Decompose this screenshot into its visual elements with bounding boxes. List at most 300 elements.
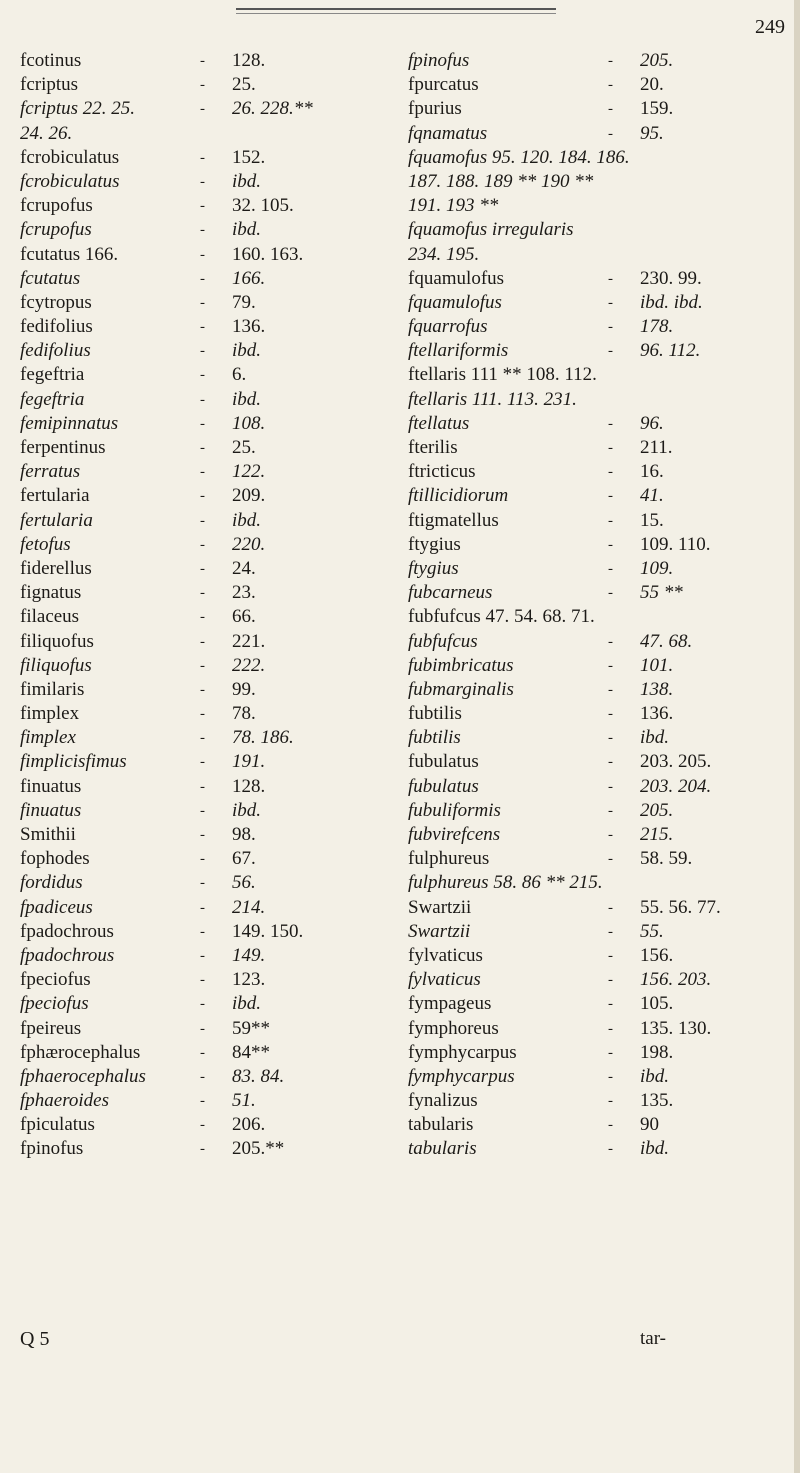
index-entry xyxy=(20,799,380,823)
index-term: fphærocephalus xyxy=(20,1041,141,1063)
index-entry xyxy=(408,509,780,533)
index-entry xyxy=(408,460,780,484)
page-reference: ibd. xyxy=(232,340,262,362)
page-reference: 55 ** xyxy=(640,582,683,604)
page-reference: 211. xyxy=(640,437,673,458)
index-term: ferpentinus xyxy=(20,437,106,458)
index-term: fcrobiculatus xyxy=(20,146,120,168)
index-entry xyxy=(20,533,380,557)
index-entry xyxy=(20,460,380,484)
index-term: fqnamatus xyxy=(408,122,488,144)
index-entry xyxy=(20,581,380,605)
index-entry xyxy=(20,509,380,533)
index-term: fubuliformis xyxy=(408,799,501,821)
index-term: fpadiceus xyxy=(20,896,93,918)
index-term: fcrupofus xyxy=(20,195,93,217)
index-entry xyxy=(408,1041,780,1065)
leader-dash: - xyxy=(200,923,205,940)
leader-dash: - xyxy=(200,706,205,723)
index-term: fquarrofus xyxy=(408,316,488,338)
index-entry xyxy=(20,654,380,678)
leader-dash: - xyxy=(608,657,613,674)
leader-dash: - xyxy=(200,802,205,819)
page-number: 249 xyxy=(755,16,785,38)
page-reference: 230. 99. xyxy=(640,267,702,289)
index-entry xyxy=(408,315,780,339)
page-reference: 96. 112. xyxy=(640,340,701,362)
index-entry xyxy=(408,968,780,992)
leader-dash: - xyxy=(608,125,613,142)
index-entry xyxy=(408,702,780,726)
index-entry xyxy=(408,122,780,146)
index-term: fcytropus xyxy=(20,291,92,313)
index-term: fylvaticus xyxy=(408,969,481,991)
leader-dash: - xyxy=(200,53,205,69)
index-term: fophodes xyxy=(20,848,90,870)
index-entry xyxy=(20,702,380,726)
page-reference: 152. xyxy=(232,146,266,168)
index-entry xyxy=(408,557,780,581)
leader-dash: - xyxy=(608,1117,613,1134)
leader-dash: - xyxy=(608,706,613,723)
index-entry xyxy=(408,1113,780,1137)
leader-dash: - xyxy=(608,294,613,311)
page-reference: 101. xyxy=(640,654,674,676)
index-entry xyxy=(20,339,380,363)
index-term: ftellariformis xyxy=(408,340,509,362)
index-entry xyxy=(408,291,780,315)
index-term: 24. 26. xyxy=(20,122,73,144)
index-term: fimilaris xyxy=(20,678,85,700)
index-term: fquamulofus xyxy=(408,291,502,313)
index-entry xyxy=(408,605,780,629)
page-reference: 6. xyxy=(232,364,247,386)
index-entry xyxy=(408,750,780,774)
index-entry xyxy=(20,1065,380,1089)
index-entry xyxy=(408,73,780,97)
page-reference: 51. xyxy=(232,1090,256,1112)
leader-dash: - xyxy=(200,657,205,674)
index-term: fymphycarpus xyxy=(408,1065,515,1087)
index-entry xyxy=(20,1017,380,1041)
index-entry xyxy=(408,630,780,654)
index-entry xyxy=(408,944,780,968)
leader-dash: - xyxy=(200,827,205,843)
index-entry xyxy=(408,267,780,291)
page-reference: 159. xyxy=(640,98,674,120)
index-term: fimplex xyxy=(20,727,76,749)
index-term: fphaeroides xyxy=(20,1090,110,1112)
index-entry xyxy=(20,896,380,920)
index-term: Smithii xyxy=(20,824,76,845)
leader-dash: - xyxy=(200,585,205,602)
page-reference: 24. xyxy=(232,557,256,579)
index-term: 191. 193 ** xyxy=(408,195,499,217)
index-entry xyxy=(20,49,380,73)
page-reference: 95. xyxy=(640,122,664,144)
leader-dash: - xyxy=(200,1093,205,1110)
index-term: fubvirefcens xyxy=(408,824,501,845)
page-reference: 20. xyxy=(640,74,664,96)
leader-dash: - xyxy=(200,294,205,311)
index-term: filiquofus xyxy=(20,630,94,652)
page-reference: 59** xyxy=(232,1017,270,1039)
index-entry xyxy=(408,49,780,73)
page-reference: 41. xyxy=(640,485,664,507)
page-reference: 221. xyxy=(232,630,266,652)
page-reference: 32. 105. xyxy=(232,195,294,217)
index-term: fpeireus xyxy=(20,1017,82,1039)
page-reference: 25. xyxy=(232,437,256,458)
index-entry xyxy=(20,315,380,339)
index-entry xyxy=(20,775,380,799)
leader-dash: - xyxy=(608,488,613,505)
index-entry xyxy=(408,484,780,508)
page-reference: 138. xyxy=(640,678,674,700)
page-reference: 205.** xyxy=(232,1138,285,1160)
index-entry xyxy=(20,243,380,267)
index-entry xyxy=(20,146,380,170)
index-entry xyxy=(20,992,380,1016)
index-entry xyxy=(20,267,380,291)
index-entry xyxy=(20,678,380,702)
page-reference: ibd. xyxy=(232,219,262,241)
index-column-left xyxy=(20,49,380,1162)
index-term: fpurcatus xyxy=(408,74,479,96)
leader-dash: - xyxy=(200,464,205,481)
page-reference: 67. xyxy=(232,848,256,870)
page-reference: ibd. xyxy=(232,170,262,192)
index-entry xyxy=(408,363,780,387)
index-entry xyxy=(408,726,780,750)
page-reference: 160. 163. xyxy=(232,243,304,265)
page-reference: ibd. xyxy=(640,1065,670,1087)
index-term: fegeftria xyxy=(20,388,85,410)
index-entry xyxy=(408,1017,780,1041)
page-reference: 79. xyxy=(232,291,256,313)
page-reference: 16. xyxy=(640,461,664,483)
page-reference: 156. xyxy=(640,944,674,966)
leader-dash: - xyxy=(200,1117,205,1134)
index-entry xyxy=(408,847,780,871)
page-reference: 215. xyxy=(640,824,674,845)
index-term: ftigmatellus xyxy=(408,509,499,531)
index-entry xyxy=(20,484,380,508)
page-reference: ibd. xyxy=(232,388,262,410)
leader-dash: - xyxy=(200,633,205,650)
index-term: fcriptus 22. 25. xyxy=(20,98,136,120)
leader-dash: - xyxy=(200,947,205,964)
index-term: fertularia xyxy=(20,485,90,507)
leader-dash: - xyxy=(200,77,205,94)
page-reference: 149. 150. xyxy=(232,920,304,942)
page-reference: 58. 59. xyxy=(640,848,693,870)
leader-dash: - xyxy=(200,681,205,698)
index-term: fcriptus xyxy=(20,74,79,96)
page-reference: 66. xyxy=(232,606,256,628)
index-term: fympageus xyxy=(408,993,492,1015)
index-term: finuatus xyxy=(20,799,82,821)
index-entry xyxy=(20,291,380,315)
index-entry xyxy=(20,412,380,436)
leader-dash: - xyxy=(200,440,205,456)
index-entry xyxy=(408,581,780,605)
index-term: ftellaris 111. 113. 231. xyxy=(408,388,577,410)
leader-dash: - xyxy=(200,609,205,626)
index-term: Swartzii xyxy=(408,920,471,942)
leader-dash: - xyxy=(608,270,613,287)
index-term: fubimbricatus xyxy=(408,654,514,676)
index-entry xyxy=(20,170,380,194)
index-term: femipinnatus xyxy=(20,412,119,434)
index-entry xyxy=(20,605,380,629)
index-term: ftygius xyxy=(408,533,461,555)
leader-dash: - xyxy=(608,560,613,577)
index-entry xyxy=(20,920,380,944)
index-term: fetofus xyxy=(20,533,71,555)
index-term: fymphycarpus xyxy=(408,1041,517,1063)
leader-dash: - xyxy=(608,101,613,118)
index-entry xyxy=(408,412,780,436)
page-reference: 56. xyxy=(232,872,256,894)
page-reference: 128. xyxy=(232,50,266,71)
index-term: fylvaticus xyxy=(408,944,483,966)
page-signature: Q 5 xyxy=(20,1328,50,1350)
leader-dash: - xyxy=(608,585,613,602)
index-entry xyxy=(408,97,780,121)
leader-dash: - xyxy=(608,923,613,940)
index-term: fubulatus xyxy=(408,775,479,797)
index-term: finuatus xyxy=(20,775,82,797)
index-term: fquamulofus xyxy=(408,267,505,289)
index-term: fegeftria xyxy=(20,364,85,386)
index-term: fubfufcus xyxy=(408,630,478,652)
leader-dash: - xyxy=(200,730,205,747)
index-entry xyxy=(20,1089,380,1113)
index-term: ftellatus xyxy=(408,412,470,434)
leader-dash: - xyxy=(200,270,205,287)
index-term: fpeciofus xyxy=(20,993,89,1015)
page-reference: 203. 204. xyxy=(640,775,712,797)
leader-dash: - xyxy=(200,1141,205,1158)
index-term: fubcarneus xyxy=(408,582,493,604)
index-entry xyxy=(20,968,380,992)
page-reference: ibd. xyxy=(640,727,670,749)
page-reference: 84** xyxy=(232,1041,270,1063)
index-term: filaceus xyxy=(20,606,80,628)
index-term: fquamofus 95. 120. 184. 186. xyxy=(408,146,630,168)
page-reference: 55. 56. 77. xyxy=(640,896,721,918)
page-reference: 83. 84. xyxy=(232,1065,285,1087)
leader-dash: - xyxy=(200,1020,205,1037)
leader-dash: - xyxy=(200,851,205,868)
leader-dash: - xyxy=(608,415,613,432)
index-entry xyxy=(408,146,780,170)
index-entry xyxy=(408,1137,780,1161)
index-entry xyxy=(20,1137,380,1161)
page-reference: 99. xyxy=(232,678,256,700)
binding-edge xyxy=(794,0,800,1473)
index-entry xyxy=(20,1113,380,1137)
page-reference: 15. xyxy=(640,509,664,531)
index-term: fpinofus xyxy=(408,50,470,71)
index-term: fpeciofus xyxy=(20,969,91,991)
index-term: ftellaris 111 ** 108. 112. xyxy=(408,364,597,386)
leader-dash: - xyxy=(608,512,613,529)
index-entry xyxy=(408,654,780,678)
index-term: fcrobiculatus xyxy=(20,170,120,192)
leader-dash: - xyxy=(200,488,205,505)
index-entry xyxy=(408,533,780,557)
leader-dash: - xyxy=(200,560,205,577)
leader-dash: - xyxy=(608,754,613,771)
index-entry xyxy=(20,557,380,581)
page-reference: 25. xyxy=(232,74,256,96)
leader-dash: - xyxy=(608,947,613,964)
index-term: fordidus xyxy=(20,872,83,894)
index-term: filiquofus xyxy=(20,654,92,676)
leader-dash: - xyxy=(200,173,205,190)
page-reference: 198. xyxy=(640,1041,674,1063)
index-term: fcotinus xyxy=(20,50,82,71)
page-reference: ibd. xyxy=(232,509,262,531)
leader-dash: - xyxy=(200,1068,205,1085)
page-reference: 78. xyxy=(232,703,256,725)
leader-dash: - xyxy=(608,633,613,650)
index-entry xyxy=(408,1089,780,1113)
page-reference: 178. xyxy=(640,316,674,338)
page-reference: 206. xyxy=(232,1114,266,1136)
index-term: fynalizus xyxy=(408,1090,478,1112)
leader-dash: - xyxy=(608,77,613,94)
leader-dash: - xyxy=(608,464,613,481)
index-term: fpadochrous xyxy=(20,920,114,942)
index-term: ferratus xyxy=(20,461,81,483)
index-entry xyxy=(20,1041,380,1065)
index-term: fpadochrous xyxy=(20,944,115,966)
catchword: tar- xyxy=(640,1328,666,1349)
page-reference: ibd. xyxy=(232,799,262,821)
index-entry xyxy=(20,944,380,968)
index-term: fymphoreus xyxy=(408,1017,499,1039)
leader-dash: - xyxy=(200,996,205,1013)
page-reference: ibd. ibd. xyxy=(640,291,703,313)
index-term: fcrupofus xyxy=(20,219,92,241)
index-entry xyxy=(20,97,380,121)
leader-dash: - xyxy=(200,754,205,771)
leader-dash: - xyxy=(608,1020,613,1037)
index-term: fimplicisfimus xyxy=(20,751,127,773)
leader-dash: - xyxy=(608,53,613,69)
leader-dash: - xyxy=(608,851,613,868)
leader-dash: - xyxy=(608,681,613,698)
leader-dash: - xyxy=(200,149,205,166)
leader-dash: - xyxy=(608,996,613,1013)
index-term: fiderellus xyxy=(20,557,92,579)
index-entry xyxy=(408,871,780,895)
page-reference: 78. 186. xyxy=(232,727,294,749)
page-reference: 149. xyxy=(232,944,266,966)
page-reference: 96. xyxy=(640,412,664,434)
index-term: fquamofus irregularis xyxy=(408,219,574,241)
leader-dash: - xyxy=(200,899,205,916)
leader-dash: - xyxy=(200,367,205,384)
page-reference: 209. xyxy=(232,485,266,507)
index-entry xyxy=(408,775,780,799)
index-term: fertularia xyxy=(20,509,93,531)
index-term: fphaerocephalus xyxy=(20,1065,146,1087)
index-entry xyxy=(408,896,780,920)
index-column-right xyxy=(408,49,780,1162)
index-entry xyxy=(20,436,380,460)
index-entry xyxy=(20,388,380,412)
leader-dash: - xyxy=(200,536,205,553)
page-reference: 222. xyxy=(232,654,266,676)
leader-dash: - xyxy=(608,899,613,916)
page-reference: 23. xyxy=(232,582,256,604)
index-entry xyxy=(408,194,780,218)
page-reference: 90 xyxy=(640,1114,659,1136)
leader-dash: - xyxy=(200,222,205,239)
index-entry xyxy=(408,678,780,702)
page-reference: 135. xyxy=(640,1090,674,1112)
index-term: Swartzii xyxy=(408,896,472,918)
index-term: fulphureus xyxy=(408,848,490,870)
index-term: 187. 188. 189 ** 190 ** xyxy=(408,170,594,192)
index-entry xyxy=(408,920,780,944)
index-term: fulphureus 58. 86 ** 215. xyxy=(408,872,603,894)
index-entry xyxy=(20,750,380,774)
leader-dash: - xyxy=(200,512,205,529)
index-term: fterilis xyxy=(408,437,458,458)
index-entry xyxy=(408,992,780,1016)
index-term: tabularis xyxy=(408,1114,474,1136)
index-term: fimplex xyxy=(20,703,80,725)
index-term: fignatus xyxy=(20,582,82,604)
index-entry xyxy=(20,871,380,895)
index-term: fubtilis xyxy=(408,703,462,725)
leader-dash: - xyxy=(608,319,613,336)
leader-dash: - xyxy=(200,778,205,795)
index-term: fubfufcus 47. 54. 68. 71. xyxy=(408,606,595,628)
index-entry xyxy=(408,218,780,242)
page-reference: 135. 130. xyxy=(640,1017,712,1039)
index-entry xyxy=(408,339,780,363)
page-reference: 128. xyxy=(232,775,266,797)
leader-dash: - xyxy=(200,875,205,892)
leader-dash: - xyxy=(608,827,613,843)
page-reference: 109. 110. xyxy=(640,533,711,555)
index-entry xyxy=(20,630,380,654)
leader-dash: - xyxy=(200,1044,205,1061)
index-term: fedifolius xyxy=(20,340,91,362)
leader-dash: - xyxy=(200,391,205,408)
page-reference: 108. xyxy=(232,412,266,434)
page-reference: 205. xyxy=(640,799,674,821)
page-reference: 105. xyxy=(640,993,674,1015)
page-reference: 166. xyxy=(232,267,266,289)
page-reference: 47. 68. xyxy=(640,630,693,652)
index-term: ftygius xyxy=(408,557,459,579)
index-entry xyxy=(20,194,380,218)
index-entry xyxy=(408,243,780,267)
index-entry xyxy=(20,823,380,847)
leader-dash: - xyxy=(200,246,205,263)
leader-dash: - xyxy=(608,1141,613,1158)
page-reference: 205. xyxy=(640,50,674,71)
leader-dash: - xyxy=(200,972,205,989)
index-term: fcutatus 166. xyxy=(20,243,119,265)
